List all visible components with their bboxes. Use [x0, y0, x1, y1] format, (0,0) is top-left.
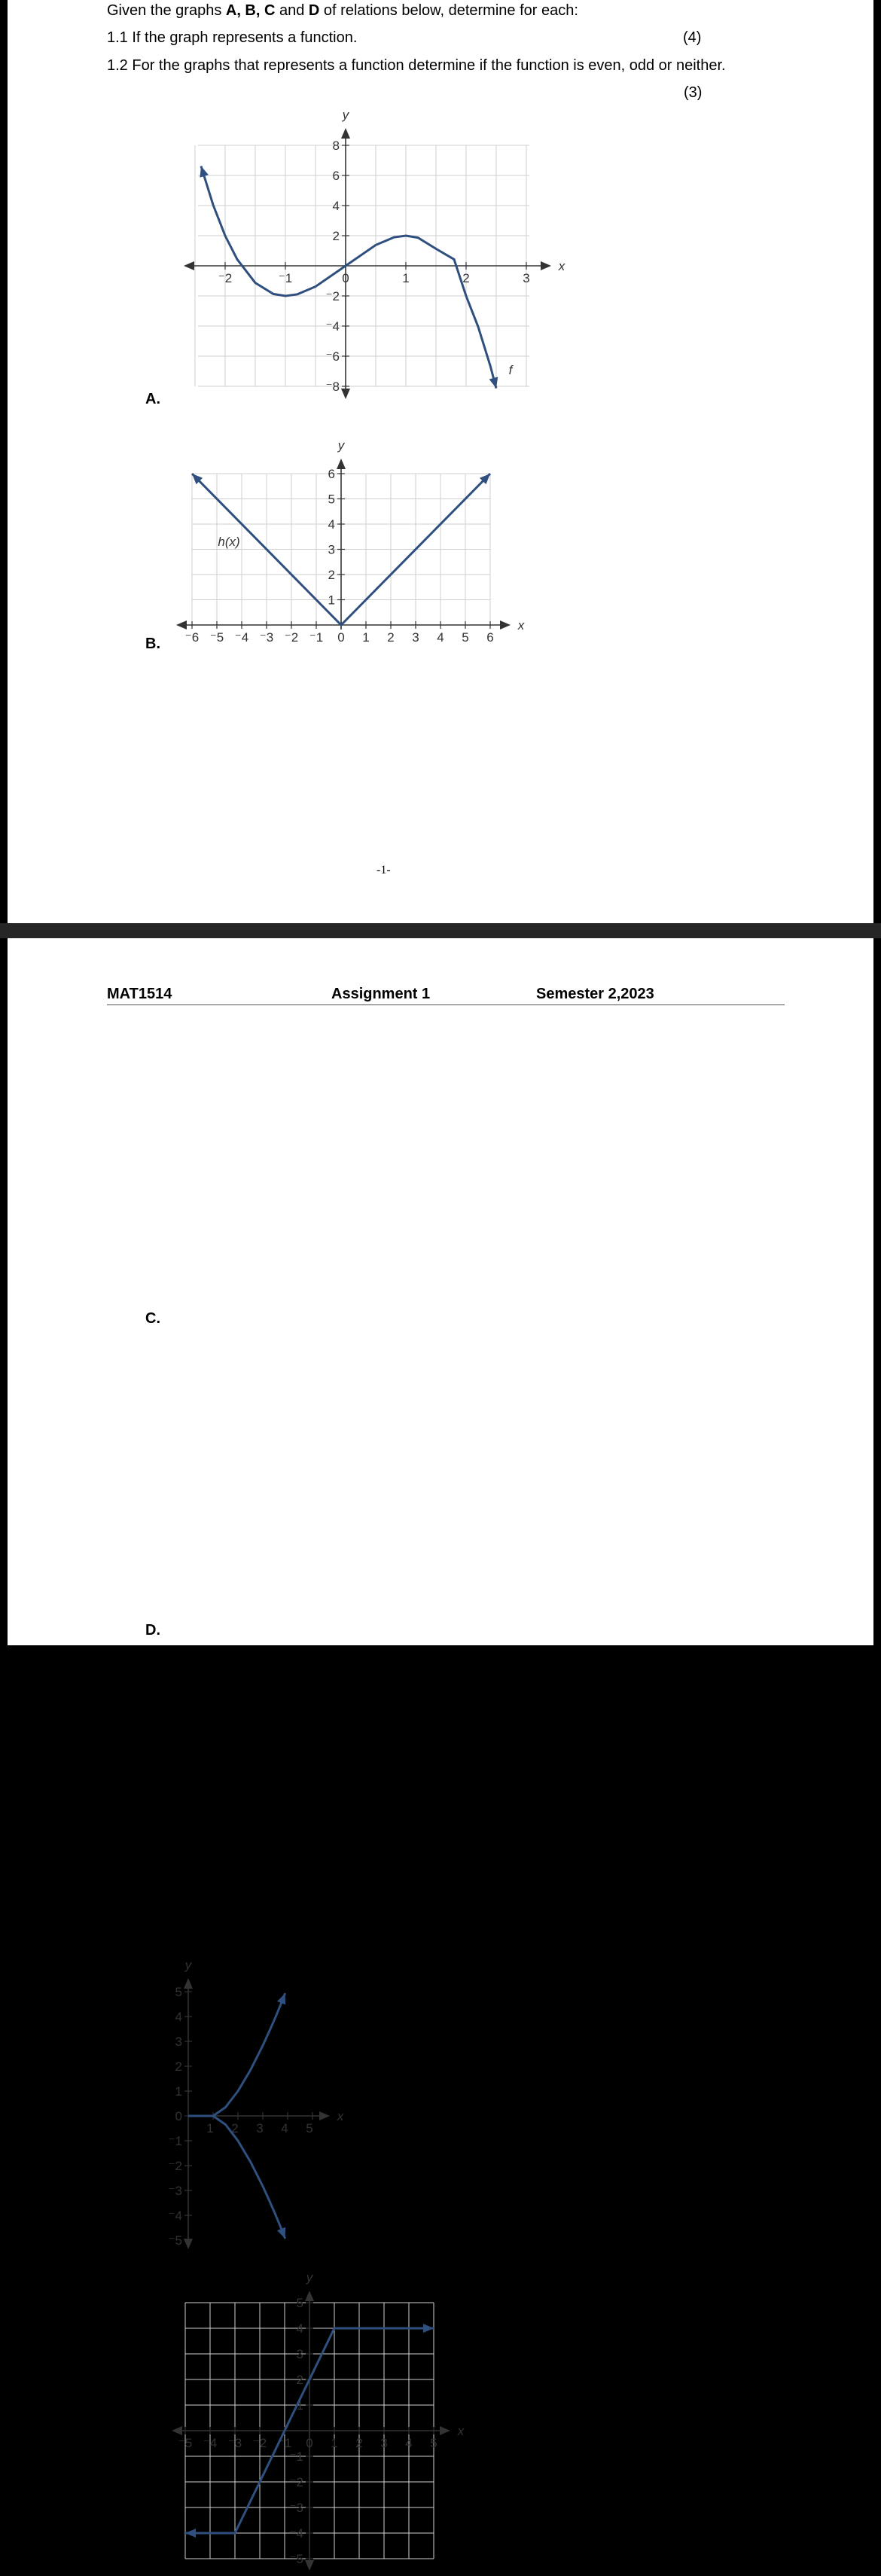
x-axis-label: x: [337, 2109, 344, 2123]
x-tick-label: ⁻1: [309, 630, 324, 645]
question-1-2-marks: (3): [684, 84, 703, 101]
x-axis-arrow: [500, 620, 511, 630]
intro-d: D: [308, 2, 320, 19]
y-tick-label: 8: [332, 139, 340, 153]
x-tick-label: ⁻5: [178, 2436, 193, 2450]
curve-c-upper-arrow: [277, 1993, 285, 2004]
y-tick-label: 6: [328, 467, 335, 481]
y-tick-label: 4: [175, 2010, 182, 2024]
y-tick-label: ⁻4: [168, 2209, 182, 2223]
x-tick-label: 2: [355, 2436, 363, 2450]
intro-text: [107, 2, 578, 20]
curve-c-upper: [213, 1993, 285, 2116]
y-tick-label: 0: [175, 2109, 182, 2123]
x-tick-label: 0: [342, 271, 349, 285]
y-tick-label: ⁻4: [325, 319, 340, 334]
x-tick-label: 4: [437, 630, 444, 645]
x-tick-label: 4: [281, 2121, 288, 2135]
x-tick-label: ⁻1: [278, 271, 293, 285]
x-axis-arrow-left: [184, 261, 194, 270]
x-tick-label: ⁻1: [277, 2436, 292, 2450]
y-axis-arrow: [184, 1978, 193, 1989]
y-tick-label: ⁻4: [289, 2526, 303, 2541]
question-1-2: 1.2 For the graphs that represents a function determine if the function is even, odd or neither.: [107, 57, 726, 74]
x-tick-label: 6: [486, 630, 494, 645]
x-tick-label: 4: [405, 2436, 413, 2450]
y-tick-label: 4: [328, 517, 335, 532]
x-tick-label: ⁻3: [259, 630, 274, 645]
x-axis-arrow: [541, 261, 551, 270]
y-axis-label: y: [337, 438, 345, 453]
y-tick-label: 3: [175, 2035, 182, 2049]
y-tick-label: 2: [175, 2059, 182, 2074]
graph-d-label: D.: [145, 1622, 160, 1639]
x-tick-label: ⁻2: [284, 630, 299, 645]
curve-d-arrow-start: [185, 2529, 196, 2538]
y-tick-label: ⁻2: [325, 289, 340, 303]
x-tick-label: 3: [412, 630, 419, 645]
y-tick-label: ⁻5: [289, 2552, 303, 2566]
page-1: [8, 0, 873, 923]
x-axis-label: x: [558, 259, 565, 273]
y-axis-label: y: [342, 108, 349, 122]
curve-c-lower: [213, 2116, 285, 2239]
y-tick-label: 3: [328, 542, 335, 557]
x-axis-arrow: [319, 2111, 330, 2120]
y-tick-label: 1: [175, 2084, 182, 2099]
y-tick-label: 5: [175, 1985, 182, 1999]
header-course: MAT1514: [107, 986, 172, 1002]
x-tick-label: 5: [430, 2436, 437, 2450]
header-assignment: Assignment 1: [331, 986, 431, 1002]
y-tick-label: 1: [328, 593, 335, 608]
graph-d: [169, 2270, 478, 2576]
page-divider: [0, 923, 881, 938]
y-axis-arrow-down: [305, 2560, 314, 2571]
intro-suffix: of relations below, determine for each:: [319, 2, 578, 19]
y-tick-label: ⁻1: [289, 2449, 303, 2464]
x-axis-arrow-left: [172, 2426, 182, 2435]
x-tick-label: 2: [387, 630, 395, 645]
y-tick-label: 5: [328, 492, 335, 507]
x-tick-label: 0: [337, 630, 345, 645]
y-tick-label: ⁻2: [289, 2475, 303, 2489]
x-tick-label: 3: [380, 2436, 388, 2450]
y-tick-label: 1: [296, 2398, 303, 2413]
curve-label-f: f: [508, 363, 513, 377]
y-axis-arrow-down: [341, 389, 350, 399]
y-axis-arrow: [341, 128, 350, 139]
y-tick-label: 4: [332, 199, 340, 213]
x-tick-label: ⁻2: [218, 271, 233, 285]
y-axis-arrow: [337, 459, 346, 469]
y-tick-label: ⁻3: [289, 2501, 303, 2515]
x-tick-label: 3: [523, 271, 530, 285]
x-tick-label: 1: [362, 630, 370, 645]
y-axis-label: y: [184, 1958, 192, 1972]
x-tick-label: ⁻2: [252, 2436, 267, 2450]
x-tick-label: ⁻4: [234, 630, 249, 645]
y-tick-label: ⁻5: [168, 2233, 182, 2248]
x-axis-label: x: [457, 2424, 465, 2438]
x-tick-label: 2: [231, 2121, 239, 2135]
graph-c: [158, 1959, 369, 2253]
graph-a: [166, 109, 587, 410]
x-axis-label: x: [517, 618, 525, 633]
question-1-1-marks: (4): [683, 29, 702, 46]
x-tick-label: 1: [402, 271, 410, 285]
y-tick-label: ⁻2: [168, 2159, 182, 2173]
y-tick-label: ⁻3: [168, 2184, 182, 2198]
intro-and: and: [275, 2, 309, 19]
x-tick-label: 2: [462, 271, 470, 285]
x-axis-arrow-left: [176, 620, 187, 630]
y-tick-label: 5: [296, 2296, 303, 2310]
header-semester: Semester 2,2023: [536, 986, 654, 1002]
y-tick-label: 2: [296, 2373, 303, 2387]
y-tick-label: ⁻6: [325, 349, 340, 364]
y-tick-label: 3: [296, 2347, 303, 2361]
y-tick-label: 2: [328, 568, 335, 582]
x-axis-arrow: [440, 2426, 450, 2435]
y-tick-label: ⁻8: [325, 380, 340, 394]
x-tick-label: ⁻5: [209, 630, 224, 645]
intro-letters: A, B, C: [225, 2, 276, 19]
y-axis-label: y: [306, 2270, 313, 2285]
x-tick-label: 1: [331, 2436, 338, 2450]
x-tick-label: 5: [462, 630, 469, 645]
x-tick-label: 0: [306, 2436, 313, 2450]
graph-a-label: A.: [145, 391, 160, 407]
curve-d-arrow-end: [423, 2324, 434, 2333]
y-axis-arrow: [305, 2291, 314, 2301]
x-tick-label: 3: [256, 2121, 264, 2135]
x-tick-label: ⁻6: [184, 630, 200, 645]
page-number: -1-: [376, 864, 391, 876]
page-2: [8, 938, 873, 2566]
y-tick-label: 4: [296, 2321, 303, 2336]
y-tick-label: 6: [332, 169, 340, 183]
question-1-1: 1.1 If the graph represents a function.: [107, 29, 358, 46]
x-tick-label: 5: [306, 2121, 313, 2135]
curve-c-lower-arrow: [277, 2227, 285, 2239]
y-tick-label: 2: [332, 229, 340, 243]
x-tick-label: ⁻4: [203, 2436, 218, 2450]
y-tick-label: ⁻1: [168, 2134, 182, 2148]
graph-b: [169, 438, 531, 651]
x-tick-label: ⁻3: [227, 2436, 242, 2450]
x-tick-label: 1: [206, 2121, 214, 2135]
intro-prefix: Given the graphs: [107, 2, 226, 19]
graph-b-label: B.: [145, 636, 160, 652]
header-rule: [107, 1004, 785, 1005]
graph-c-label: C.: [145, 1310, 160, 1327]
curve-label-h: h(x): [218, 535, 240, 549]
